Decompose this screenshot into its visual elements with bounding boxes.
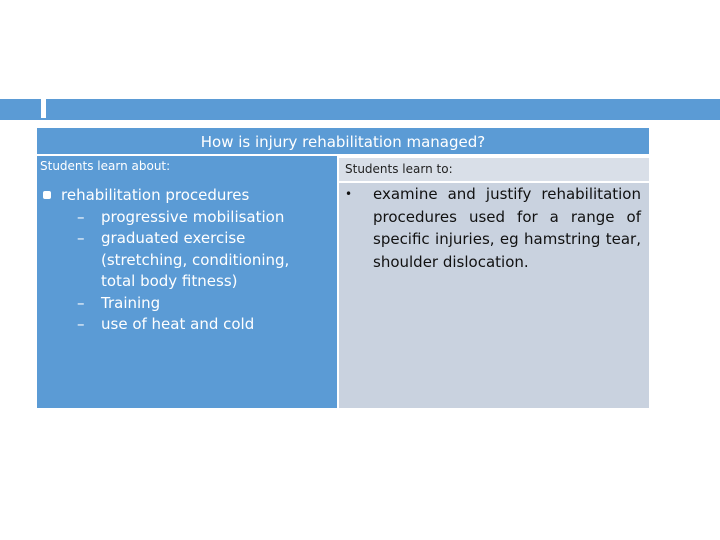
- dash-icon: –: [77, 207, 85, 226]
- sub-list-item: [43, 314, 333, 336]
- bullet-icon: •: [345, 187, 353, 201]
- learn-to-cell: [339, 183, 649, 408]
- decor-underline: [0, 118, 720, 120]
- sub-list-continuation: total body fitness): [101, 272, 238, 290]
- sub-list-item: [43, 207, 333, 229]
- table-title: How is injury rehabilitation managed?: [37, 128, 649, 156]
- sub-list-item-label: progressive mobilisation: [101, 207, 285, 226]
- learn-about-cell: [37, 181, 337, 408]
- dash-icon: –: [77, 229, 85, 247]
- list-item-label: examine and justify rehabilitation procedures used for a range of specific injuries, eg hamstring tear, shoulder dislocation.: [373, 185, 641, 271]
- square-bullet-icon: [43, 191, 51, 199]
- sub-list-item-label: use of heat and cold: [101, 315, 255, 333]
- dash-icon: –: [77, 293, 85, 312]
- decor-bar-left: [0, 99, 41, 118]
- sub-list-item: [43, 228, 333, 250]
- sub-list-continuation: (stretching, conditioning,: [101, 250, 290, 269]
- list-item-label: rehabilitation procedures: [61, 186, 250, 204]
- list-item: [345, 183, 641, 273]
- decor-bar-right: [46, 99, 720, 118]
- learn-about-header: Students learn about:: [37, 156, 337, 181]
- sub-list-item-label: graduated exercise: [101, 229, 246, 247]
- sub-list-item-label: Training: [101, 293, 161, 312]
- sub-list-item: [43, 293, 333, 315]
- dash-icon: –: [77, 315, 85, 333]
- learn-to-header: Students learn to:: [339, 158, 649, 181]
- list-item: [43, 185, 333, 207]
- syllabus-table: [37, 128, 649, 408]
